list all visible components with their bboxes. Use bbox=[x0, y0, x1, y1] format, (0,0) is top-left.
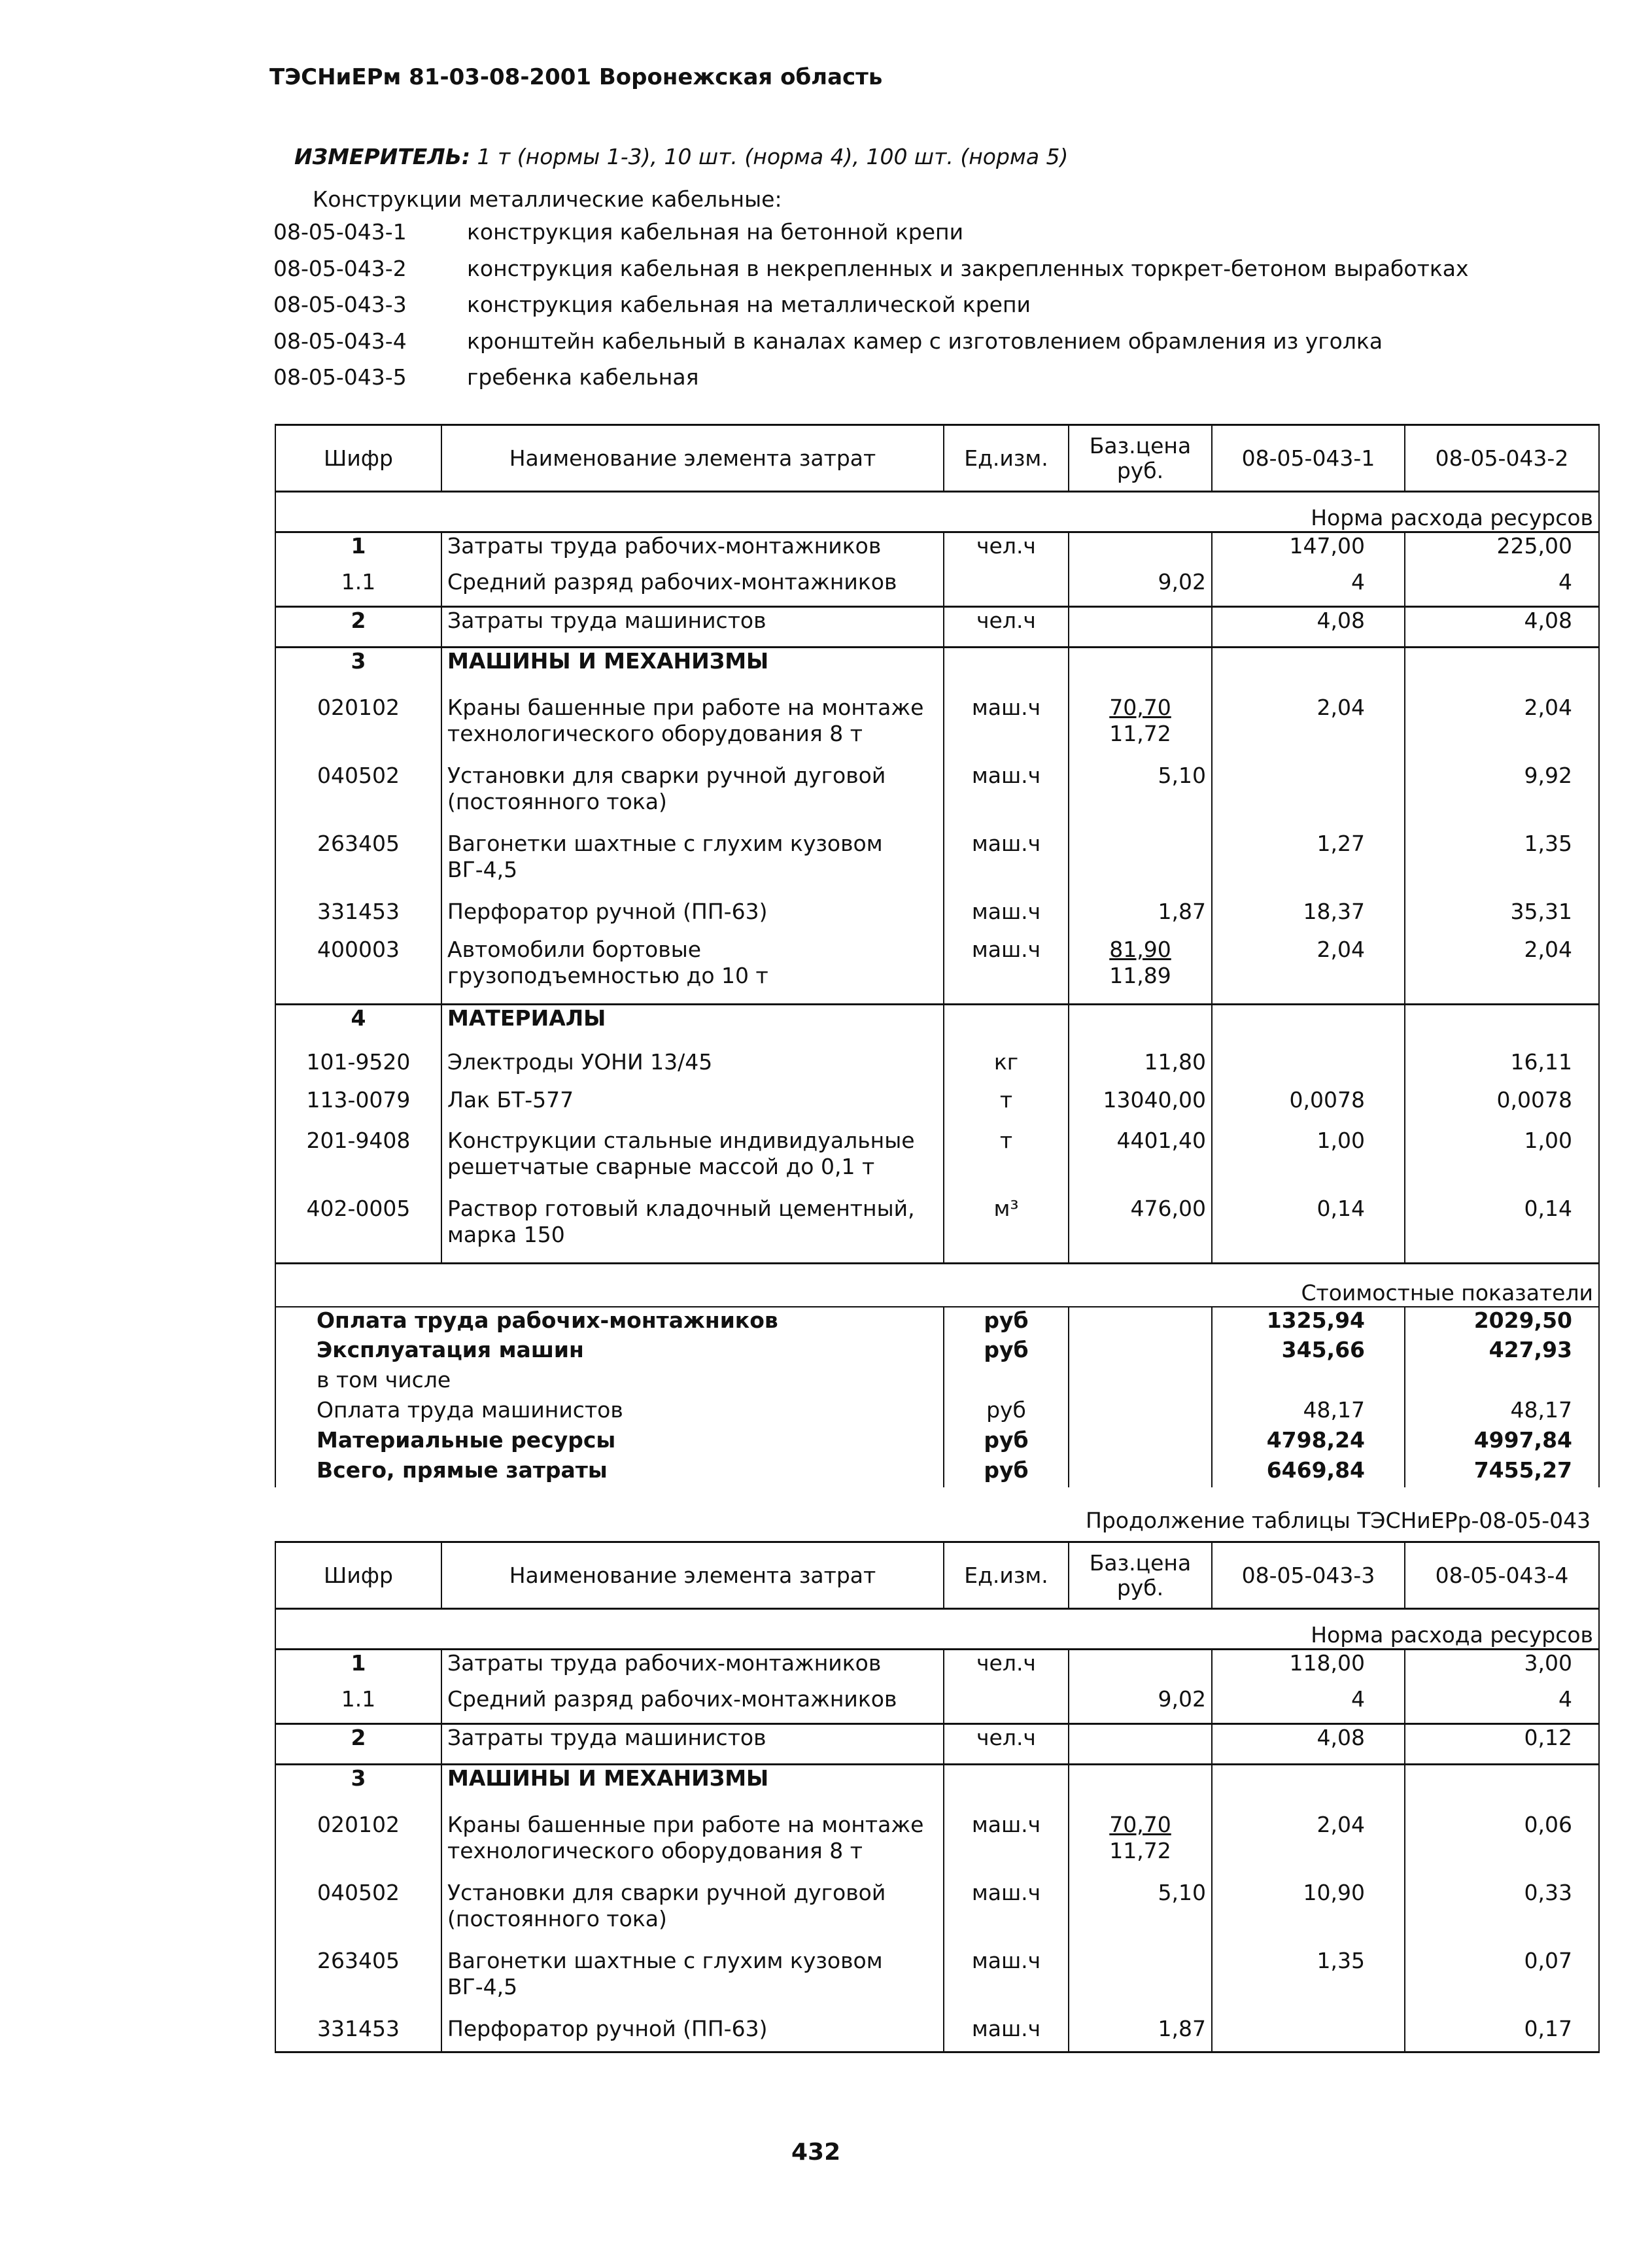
row-unit: чел.ч bbox=[944, 532, 1069, 569]
page-number: 432 bbox=[791, 2139, 841, 2166]
header-unit: Ед.изм. bbox=[944, 425, 1069, 492]
row-code: 263405 bbox=[275, 831, 441, 899]
cost-name: Эксплуатация машин bbox=[275, 1337, 944, 1367]
header-col-2: 08-05-043-2 bbox=[1405, 425, 1599, 492]
row-value-1: 2,04 bbox=[1212, 695, 1405, 763]
table-row bbox=[275, 1087, 1599, 1128]
table-row bbox=[275, 899, 1599, 937]
row-value-2: 0,07 bbox=[1405, 1948, 1599, 2016]
row-value-1 bbox=[1212, 2016, 1405, 2052]
row-value-1: 0,14 bbox=[1212, 1196, 1405, 1264]
row-unit bbox=[944, 1686, 1069, 1724]
price-value: 4401,40 bbox=[1116, 1127, 1206, 1153]
row-unit: чел.ч bbox=[944, 1724, 1069, 1765]
row-price bbox=[1069, 1087, 1212, 1128]
code-id: 08-05-043-5 bbox=[273, 364, 407, 390]
price-value: 1,87 bbox=[1158, 898, 1206, 924]
row-unit: маш.ч bbox=[944, 831, 1069, 899]
cost-price-empty bbox=[1069, 1337, 1212, 1367]
cost-value-1: 48,17 bbox=[1212, 1397, 1405, 1427]
cost-value-2: 4997,84 bbox=[1405, 1427, 1599, 1457]
row-price bbox=[1069, 2016, 1212, 2052]
code-id: 08-05-043-1 bbox=[273, 219, 407, 245]
code-desc: кронштейн кабельный в каналах камер с изготовлением обрамления из уголка bbox=[467, 328, 1383, 354]
row-unit: м³ bbox=[944, 1196, 1069, 1264]
cost-value-1 bbox=[1212, 1367, 1405, 1397]
row-name: Затраты труда рабочих-монтажников bbox=[441, 532, 944, 569]
code-row bbox=[273, 364, 1469, 401]
row-value-2: 9,92 bbox=[1405, 763, 1599, 831]
row-value-2: 3,00 bbox=[1405, 1650, 1599, 1686]
continuation-caption: Продолжение таблицы ТЭСНиЕРр-08-05-043 bbox=[1086, 1508, 1591, 1533]
row-value-2: 1,00 bbox=[1405, 1128, 1599, 1196]
row-name: Конструкции стальные индивидуальные решетчатые сварные массой до 0,1 т bbox=[441, 1128, 944, 1196]
row-value-2: 4 bbox=[1405, 569, 1599, 607]
row-unit: чел.ч bbox=[944, 607, 1069, 648]
cost-value-2: 2029,50 bbox=[1405, 1307, 1599, 1337]
row-name: Затраты труда машинистов bbox=[441, 607, 944, 648]
cost-unit: руб bbox=[944, 1457, 1069, 1487]
row-value-1: 1,27 bbox=[1212, 831, 1405, 899]
intro-text: Конструкции металлические кабельные: bbox=[313, 186, 782, 212]
row-unit: чел.ч bbox=[944, 1650, 1069, 1686]
row-code: 1 bbox=[275, 532, 441, 569]
row-code: 020102 bbox=[275, 1812, 441, 1880]
row-value-2: 0,17 bbox=[1405, 2016, 1599, 2052]
table-row bbox=[275, 937, 1599, 1005]
row-unit: кг bbox=[944, 1049, 1069, 1087]
cost-price-empty bbox=[1069, 1307, 1212, 1337]
price-value: 5,10 bbox=[1158, 762, 1206, 788]
row-name: Раствор готовый кладочный цементный, марка 150 bbox=[441, 1196, 944, 1264]
row-unit: маш.ч bbox=[944, 2016, 1069, 2052]
row-unit: маш.ч bbox=[944, 1880, 1069, 1948]
cost-section-row bbox=[275, 1264, 1599, 1307]
row-value-1: 1,00 bbox=[1212, 1128, 1405, 1196]
cost-label: Стоимостные показатели bbox=[275, 1264, 1599, 1307]
table-row bbox=[275, 1880, 1599, 1948]
row-value-1 bbox=[1212, 1765, 1405, 1812]
cost-row bbox=[275, 1367, 1599, 1397]
row-value-1: 4,08 bbox=[1212, 1724, 1405, 1765]
row-price bbox=[1069, 1812, 1212, 1880]
row-value-1 bbox=[1212, 648, 1405, 695]
cost-value-2: 48,17 bbox=[1405, 1397, 1599, 1427]
resource-table-1 bbox=[275, 424, 1600, 1487]
cost-name: Оплата труда машинистов bbox=[275, 1397, 944, 1427]
row-name: Краны башенные при работе на монтаже технологического оборудования 8 т bbox=[441, 695, 944, 763]
price-machinist-value: 11,89 bbox=[1109, 962, 1171, 988]
row-value-2: 0,33 bbox=[1405, 1880, 1599, 1948]
row-price bbox=[1069, 1948, 1212, 2016]
norm-label: Норма расхода ресурсов bbox=[275, 492, 1599, 532]
codes-list bbox=[273, 219, 1469, 401]
row-price bbox=[1069, 1650, 1212, 1686]
row-code: 1 bbox=[275, 1650, 441, 1686]
row-code: 2 bbox=[275, 1724, 441, 1765]
header-col-1: 08-05-043-1 bbox=[1212, 425, 1405, 492]
cost-row bbox=[275, 1307, 1599, 1337]
row-value-2: 0,0078 bbox=[1405, 1087, 1599, 1128]
price-value: 70,70 bbox=[1109, 1811, 1171, 1837]
row-name: Лак БТ-577 bbox=[441, 1087, 944, 1128]
row-unit: маш.ч bbox=[944, 1812, 1069, 1880]
price-value: 9,02 bbox=[1158, 1686, 1206, 1712]
table-row bbox=[275, 763, 1599, 831]
table-row bbox=[275, 1128, 1599, 1196]
cost-value-1: 4798,24 bbox=[1212, 1427, 1405, 1457]
table-row bbox=[275, 1948, 1599, 2016]
cost-name: Оплата труда рабочих-монтажников bbox=[275, 1307, 944, 1337]
row-name: Вагонетки шахтные с глухим кузовом ВГ-4,5 bbox=[441, 1948, 944, 2016]
price-value: 1,87 bbox=[1158, 2015, 1206, 2041]
row-code: 040502 bbox=[275, 1880, 441, 1948]
cost-value-2: 427,93 bbox=[1405, 1337, 1599, 1367]
cost-value-2 bbox=[1405, 1367, 1599, 1397]
cost-row bbox=[275, 1457, 1599, 1487]
row-value-1 bbox=[1212, 763, 1405, 831]
header-name: Наименование элемента затрат bbox=[441, 1542, 944, 1609]
row-price bbox=[1069, 899, 1212, 937]
row-value-1: 4 bbox=[1212, 569, 1405, 607]
document-header: ТЭСНиЕРм 81-03-08-2001 Воронежская область bbox=[269, 64, 883, 90]
cost-value-1: 1325,94 bbox=[1212, 1307, 1405, 1337]
row-price bbox=[1069, 1686, 1212, 1724]
row-unit: маш.ч bbox=[944, 899, 1069, 937]
row-unit: маш.ч bbox=[944, 763, 1069, 831]
row-name: МАШИНЫ И МЕХАНИЗМЫ bbox=[441, 648, 944, 695]
code-id: 08-05-043-3 bbox=[273, 292, 407, 317]
cost-value-2: 7455,27 bbox=[1405, 1457, 1599, 1487]
norm-section-row bbox=[275, 492, 1599, 532]
row-code: 020102 bbox=[275, 695, 441, 763]
row-value-2: 0,14 bbox=[1405, 1196, 1599, 1264]
row-value-2 bbox=[1405, 648, 1599, 695]
row-value-1: 1,35 bbox=[1212, 1948, 1405, 2016]
measure-label: ИЗМЕРИТЕЛЬ: bbox=[294, 144, 471, 169]
row-name: Перфоратор ручной (ПП-63) bbox=[441, 2016, 944, 2052]
row-price bbox=[1069, 1765, 1212, 1812]
row-unit bbox=[944, 1765, 1069, 1812]
cost-price-empty bbox=[1069, 1457, 1212, 1487]
table-row bbox=[275, 607, 1599, 648]
code-id: 08-05-043-4 bbox=[273, 328, 407, 354]
row-name: Автомобили бортовые грузоподъемностью до 10 т bbox=[441, 937, 944, 1005]
row-value-2: 35,31 bbox=[1405, 899, 1599, 937]
row-value-1: 0,0078 bbox=[1212, 1087, 1405, 1128]
measure-text: 1 т (нормы 1-3), 10 шт. (норма 4), 100 шт. (норма 5) bbox=[470, 144, 1069, 169]
row-value-2: 2,04 bbox=[1405, 937, 1599, 1005]
row-value-2 bbox=[1405, 1765, 1599, 1812]
row-unit: т bbox=[944, 1128, 1069, 1196]
table-row bbox=[275, 1049, 1599, 1087]
row-price bbox=[1069, 937, 1212, 1005]
row-value-2: 16,11 bbox=[1405, 1049, 1599, 1087]
row-value-1: 2,04 bbox=[1212, 937, 1405, 1005]
price-machinist-value: 11,72 bbox=[1109, 1837, 1171, 1863]
row-code: 331453 bbox=[275, 2016, 441, 2052]
price-value: 5,10 bbox=[1158, 1879, 1206, 1905]
row-value-2 bbox=[1405, 1005, 1599, 1049]
row-value-2: 225,00 bbox=[1405, 532, 1599, 569]
table-row bbox=[275, 1765, 1599, 1812]
table-row bbox=[275, 1812, 1599, 1880]
row-value-2: 1,35 bbox=[1405, 831, 1599, 899]
row-value-2: 0,06 bbox=[1405, 1812, 1599, 1880]
row-price bbox=[1069, 648, 1212, 695]
row-code: 1.1 bbox=[275, 1686, 441, 1724]
code-desc: гребенка кабельная bbox=[467, 364, 699, 390]
cost-price-empty bbox=[1069, 1367, 1212, 1397]
row-unit bbox=[944, 648, 1069, 695]
row-code: 4 bbox=[275, 1005, 441, 1049]
code-row bbox=[273, 219, 1469, 256]
header-code: Шифр bbox=[275, 425, 441, 492]
row-value-1: 18,37 bbox=[1212, 899, 1405, 937]
table-header-row bbox=[275, 1542, 1599, 1609]
table-row bbox=[275, 532, 1599, 569]
table-row bbox=[275, 1005, 1599, 1049]
row-value-1: 4 bbox=[1212, 1686, 1405, 1724]
row-price bbox=[1069, 1724, 1212, 1765]
table-header-row bbox=[275, 425, 1599, 492]
row-price bbox=[1069, 1880, 1212, 1948]
table-row bbox=[275, 569, 1599, 607]
row-code: 3 bbox=[275, 648, 441, 695]
row-value-2: 4 bbox=[1405, 1686, 1599, 1724]
row-price bbox=[1069, 1005, 1212, 1049]
table-row bbox=[275, 2016, 1599, 2052]
table-row bbox=[275, 1686, 1599, 1724]
row-value-1: 147,00 bbox=[1212, 532, 1405, 569]
row-price bbox=[1069, 1049, 1212, 1087]
row-price bbox=[1069, 831, 1212, 899]
row-price bbox=[1069, 532, 1212, 569]
cost-unit: руб bbox=[944, 1337, 1069, 1367]
row-name: Затраты труда рабочих-монтажников bbox=[441, 1650, 944, 1686]
norm-section-row bbox=[275, 1609, 1599, 1650]
row-value-1 bbox=[1212, 1049, 1405, 1087]
table-row bbox=[275, 1724, 1599, 1765]
price-value: 476,00 bbox=[1130, 1195, 1206, 1221]
code-desc: конструкция кабельная на металлической крепи bbox=[467, 292, 1031, 317]
code-desc: конструкция кабельная на бетонной крепи bbox=[467, 219, 964, 245]
cost-name: Всего, прямые затраты bbox=[275, 1457, 944, 1487]
row-unit: маш.ч bbox=[944, 937, 1069, 1005]
price-value: 11,80 bbox=[1144, 1048, 1206, 1075]
row-value-1: 10,90 bbox=[1212, 1880, 1405, 1948]
row-price bbox=[1069, 763, 1212, 831]
row-price bbox=[1069, 607, 1212, 648]
row-unit: т bbox=[944, 1087, 1069, 1128]
row-price bbox=[1069, 569, 1212, 607]
row-name: Перфоратор ручной (ПП-63) bbox=[441, 899, 944, 937]
row-unit bbox=[944, 569, 1069, 607]
cost-price-empty bbox=[1069, 1397, 1212, 1427]
row-value-2: 4,08 bbox=[1405, 607, 1599, 648]
header-name: Наименование элемента затрат bbox=[441, 425, 944, 492]
cost-unit: руб bbox=[944, 1397, 1069, 1427]
row-value-2: 2,04 bbox=[1405, 695, 1599, 763]
header-col-2: 08-05-043-4 bbox=[1405, 1542, 1599, 1609]
row-price bbox=[1069, 1196, 1212, 1264]
row-code: 3 bbox=[275, 1765, 441, 1812]
cost-price-empty bbox=[1069, 1427, 1212, 1457]
row-value-1: 4,08 bbox=[1212, 607, 1405, 648]
cost-value-1: 345,66 bbox=[1212, 1337, 1405, 1367]
row-name: Вагонетки шахтные с глухим кузовом ВГ-4,5 bbox=[441, 831, 944, 899]
row-name: Установки для сварки ручной дуговой (постоянного тока) bbox=[441, 763, 944, 831]
price-value: 13040,00 bbox=[1103, 1086, 1206, 1113]
row-code: 2 bbox=[275, 607, 441, 648]
cost-row bbox=[275, 1337, 1599, 1367]
row-name: МАШИНЫ И МЕХАНИЗМЫ bbox=[441, 1765, 944, 1812]
row-code: 040502 bbox=[275, 763, 441, 831]
row-value-1 bbox=[1212, 1005, 1405, 1049]
header-price: Баз.цена руб. bbox=[1069, 425, 1212, 492]
measure-line bbox=[294, 144, 1068, 169]
table-row bbox=[275, 1196, 1599, 1264]
header-col-1: 08-05-043-3 bbox=[1212, 1542, 1405, 1609]
row-name: Средний разряд рабочих-монтажников bbox=[441, 1686, 944, 1724]
row-code: 101-9520 bbox=[275, 1049, 441, 1087]
code-row bbox=[273, 256, 1469, 292]
row-code: 113-0079 bbox=[275, 1087, 441, 1128]
row-value-2: 0,12 bbox=[1405, 1724, 1599, 1765]
code-desc: конструкция кабельная в некрепленных и закрепленных торкрет-бетоном выработках bbox=[467, 255, 1469, 281]
row-name: Затраты труда машинистов bbox=[441, 1724, 944, 1765]
row-unit bbox=[944, 1005, 1069, 1049]
table-row bbox=[275, 695, 1599, 763]
row-code: 400003 bbox=[275, 937, 441, 1005]
row-name: Краны башенные при работе на монтаже технологического оборудования 8 т bbox=[441, 1812, 944, 1880]
row-price bbox=[1069, 695, 1212, 763]
table-row bbox=[275, 648, 1599, 695]
code-id: 08-05-043-2 bbox=[273, 255, 407, 281]
cost-unit: руб bbox=[944, 1427, 1069, 1457]
row-code: 263405 bbox=[275, 1948, 441, 2016]
header-code: Шифр bbox=[275, 1542, 441, 1609]
row-name: МАТЕРИАЛЫ bbox=[441, 1005, 944, 1049]
code-row bbox=[273, 292, 1469, 328]
price-machinist-value: 11,72 bbox=[1109, 720, 1171, 746]
cost-name: Материальные ресурсы bbox=[275, 1427, 944, 1457]
row-value-1: 118,00 bbox=[1212, 1650, 1405, 1686]
row-name: Электроды УОНИ 13/45 bbox=[441, 1049, 944, 1087]
table-row bbox=[275, 1650, 1599, 1686]
row-code: 402-0005 bbox=[275, 1196, 441, 1264]
row-price bbox=[1069, 1128, 1212, 1196]
resource-table-2 bbox=[275, 1541, 1600, 2053]
price-value: 70,70 bbox=[1109, 694, 1171, 720]
price-value: 81,90 bbox=[1109, 936, 1171, 962]
cost-row bbox=[275, 1397, 1599, 1427]
row-code: 331453 bbox=[275, 899, 441, 937]
cost-name: в том числе bbox=[275, 1367, 944, 1397]
table-row bbox=[275, 831, 1599, 899]
cost-row bbox=[275, 1427, 1599, 1457]
row-value-1: 2,04 bbox=[1212, 1812, 1405, 1880]
row-unit: маш.ч bbox=[944, 695, 1069, 763]
cost-unit: руб bbox=[944, 1307, 1069, 1337]
header-price: Баз.цена руб. bbox=[1069, 1542, 1212, 1609]
code-row bbox=[273, 328, 1469, 365]
cost-value-1: 6469,84 bbox=[1212, 1457, 1405, 1487]
row-name: Средний разряд рабочих-монтажников bbox=[441, 569, 944, 607]
row-name: Установки для сварки ручной дуговой (постоянного тока) bbox=[441, 1880, 944, 1948]
row-unit: маш.ч bbox=[944, 1948, 1069, 2016]
norm-label: Норма расхода ресурсов bbox=[275, 1609, 1599, 1650]
cost-unit bbox=[944, 1367, 1069, 1397]
row-code: 1.1 bbox=[275, 569, 441, 607]
header-unit: Ед.изм. bbox=[944, 1542, 1069, 1609]
row-code: 201-9408 bbox=[275, 1128, 441, 1196]
price-value: 9,02 bbox=[1158, 568, 1206, 595]
